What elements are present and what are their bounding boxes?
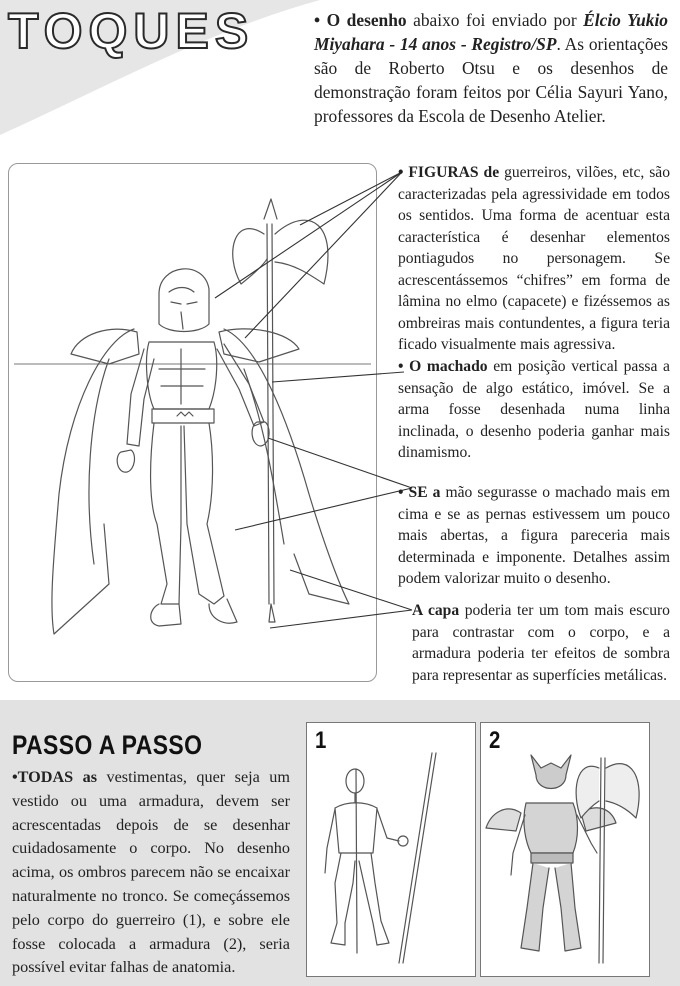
note-text: em posição vertical passa a sensação de algo estático, imóvel. Se a arma fosse desenhada numa linha inclinada, o desenho poderia ganhar mais dinamismo. <box>398 358 670 461</box>
intro-author: Élcio Yukio Miyahara - 14 anos - Registro/SP <box>314 10 668 54</box>
note-capa <box>412 600 670 686</box>
note-lead: • SE a <box>398 484 441 501</box>
section-logo: TOQUES <box>8 3 255 59</box>
note-lead: A capa <box>412 602 460 619</box>
note-text: mão segurasse o machado mais em cima e se as pernas estivessem um pouco mais abertas, a figura pareceria mais determinada e imponente. Detalhes assim podem valorizar muito o desenho. <box>398 484 670 587</box>
panel-body-sketch <box>306 722 476 977</box>
intro-lead: • O desenho <box>314 10 407 30</box>
intro-paragraph <box>314 8 668 128</box>
note-text: poderia ter um tom mais escuro para contrastar com o corpo, e a armadura poderia ter efeitos de sombra para representar as superfícies metálicas. <box>412 602 670 684</box>
warrior-drawing <box>9 164 376 681</box>
warrior-sketch <box>8 163 377 682</box>
intro-text-2: . As orientações são de Roberto Otsu e os desenhos de demonstração foram feitos por Célia Sayuri Yano, professores da Escola de Desenho Atelier. <box>314 34 668 126</box>
note-figuras <box>398 162 670 356</box>
step-heading: PASSO A PASSO <box>12 730 203 760</box>
note-machado <box>398 356 670 464</box>
note-mao <box>398 482 670 590</box>
step-text: vestimentas, quer seja um vestido ou uma armadura, devem ser acrescentadas depois de se desenhar cuidadosamente o corpo. No desenho acima, os ombros parecem não se encaixar naturalmente no tronco. Se começássemos pelo corpo do guerreiro (1), e sobre ele fosse colocada a armadura (2), seria possível evitar falhas de anatomia. <box>12 768 290 977</box>
note-text: guerreiros, vilões, etc, são caracterizadas pela agressividade em todos os sentidos. Uma forma de acentuar esta característica é desenhar elementos pontiagudos no personagem. Se acrescentássemos “chifres” em forma de lâmina no elmo (capacete) e fizéssemos as ombreiras mais contundentes, a figura teria ficado visualmente mais agressiva. <box>398 164 671 353</box>
intro-text-1: abaixo foi enviado por <box>406 10 584 30</box>
panel-number: 1 <box>315 727 327 754</box>
step-lead: •TODAS as <box>12 768 98 786</box>
note-lead: • FIGURAS de <box>398 164 500 181</box>
step-paragraph <box>12 766 290 980</box>
armored-sketch-drawing <box>481 723 649 976</box>
body-sketch-drawing <box>307 723 475 976</box>
panel-number: 2 <box>489 727 501 754</box>
note-lead: • O machado <box>398 358 488 375</box>
panel-armored-sketch <box>480 722 650 977</box>
